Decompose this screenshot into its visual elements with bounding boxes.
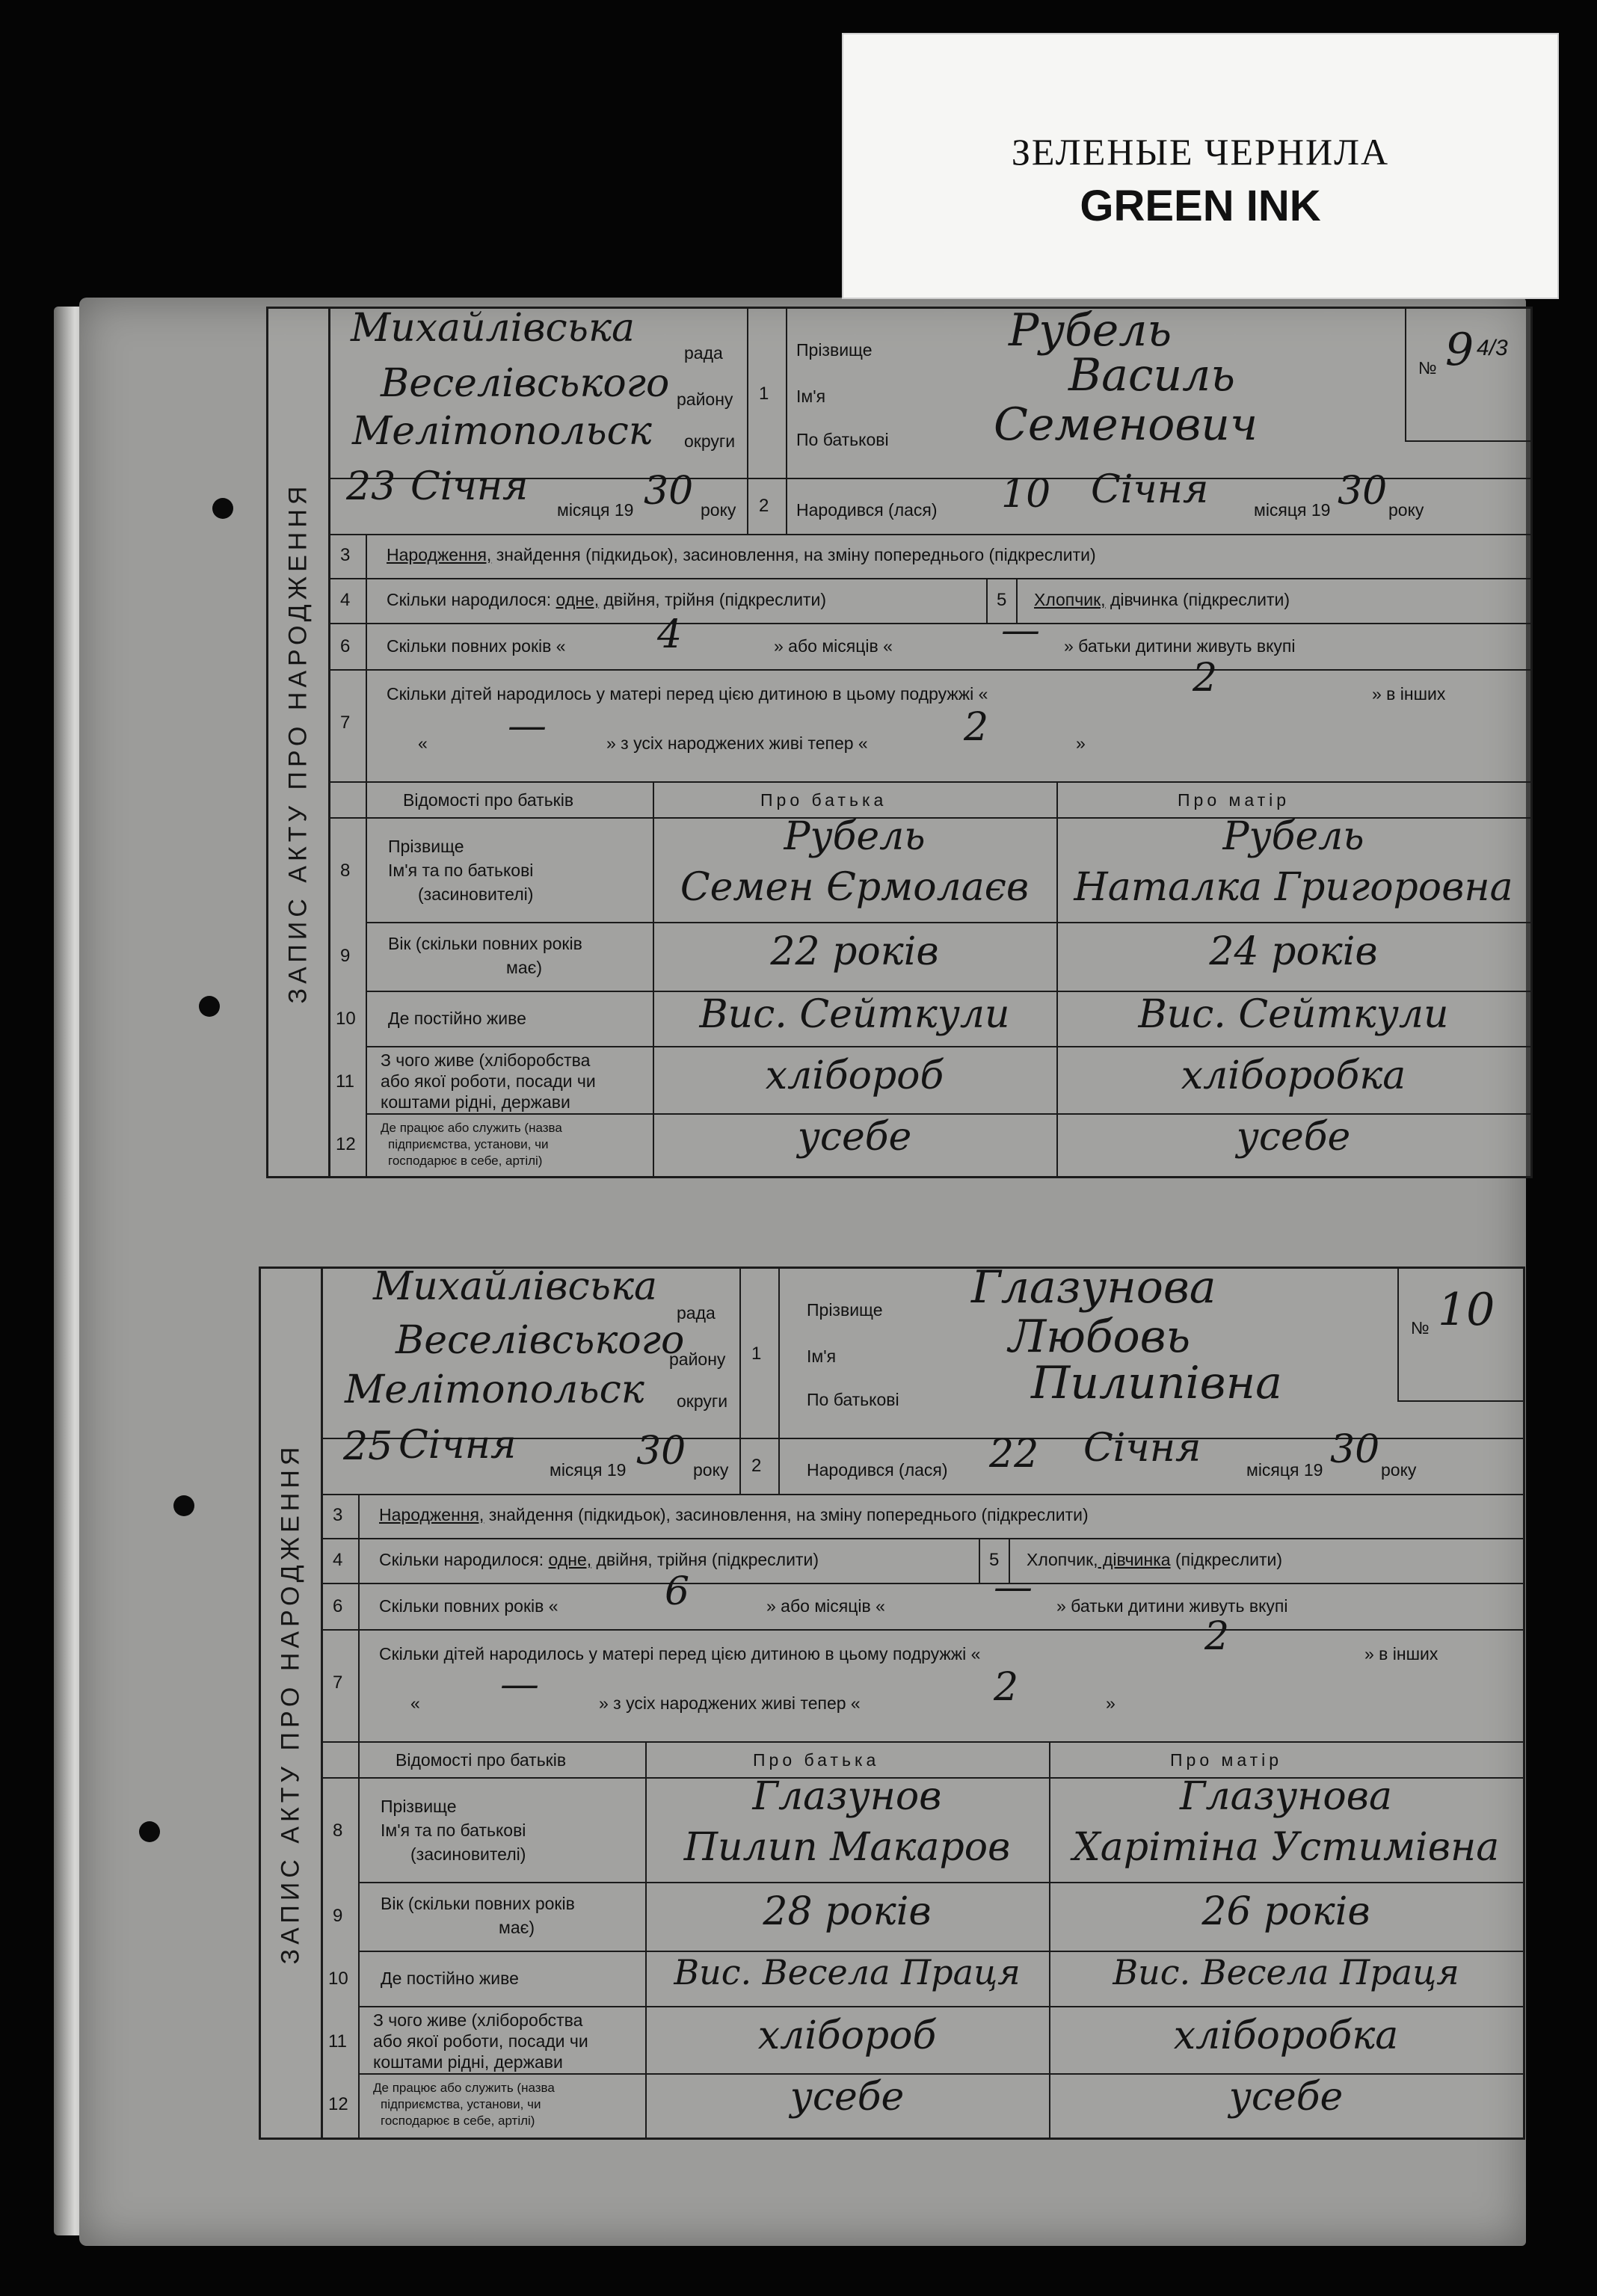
row6-months-label: » або місяців « [766, 1596, 885, 1616]
record-number: 9 [1445, 324, 1474, 376]
r9-label: має) [506, 958, 542, 977]
children-this-marriage: 2 [1204, 1614, 1230, 1659]
year-label: року [693, 1460, 729, 1480]
row5-text: Хлопчик, дівчинка (підкреслити) [1034, 590, 1290, 609]
row4-text: Скільки народилося: одне, двійня, трійня (підкреслити) [379, 1550, 819, 1569]
birth-record-2: ЗАПИС АКТУ ПРО НАРОДЖЕННЯ 1 2 Михайлівська рада Веселівського району Мелітопольск округи 25 Січня місяця 19 30 року Прізвище Глазунова Ім'я Любовь По батькові Пилипівна № 10 Народився (лася) 22 Січня місяця 19 30 року 3 Народження, знайдення (підкидьок), засиновлення, на зміну попереднього (підкреслити) 4 Скільки народилося: одне, двійня, трійня (підкреслити) 5 Хлопчик, дівчинка (підкреслити) 6 Скільки повних років « 6 » або місяців « — » батьки дитини живуть вкупі 7 Скільки дітей народилось у матері перед цією дитиною в цьому подружжі « 2 » в інших « — » з усіх народжених живі тепер « 2 » Відомості про батьків Про батька Про матір 8 Прізвище Ім'я та по батькові (засиновителі) Глазунов Пилип Макаров Глазунова Харітіна Устимівна 9 Вік (скільки повних років має) 28 років 26 років 10 Де постійно живе Вис. Весела Праця Вис. Весела Праця 11 З чого живе (хліборобства або якої роботи, посади чи коштами рідні, держави хлібороб хліборобка 12 Де працює або служить (назва підприємства, установи, чи господарює в себе, артілі) усебе усебе [259, 1267, 1525, 2140]
father-age: 28 років [763, 1889, 932, 1934]
row6-tail: » батьки дитини живуть вкупі [1056, 1596, 1288, 1616]
row5-text: Хлопчик, дівчинка (підкреслити) [1027, 1550, 1283, 1569]
r12-label: Де працює або служить (назва [373, 2081, 555, 2095]
row7-alive-label: » з усіх народжених живі тепер « [599, 1693, 861, 1713]
r11-label: або якої роботи, посади чи [373, 2031, 588, 2051]
r10-label: Де постійно живе [381, 1969, 519, 1988]
okrug-handwritten: Мелітопольск [345, 1367, 644, 1412]
okrug-label: округи [677, 1391, 728, 1411]
born-label: Народився (лася) [807, 1460, 948, 1480]
patronymic-label: По батькові [796, 430, 889, 449]
mother-livelihood: хліборобка [1173, 2013, 1399, 2058]
mother-work: усебе [1228, 2075, 1344, 2120]
months-together: — [994, 1565, 1033, 1610]
children-this-marriage: 2 [1193, 656, 1218, 701]
surname-label: Прізвище [796, 340, 873, 360]
child-name: Любовь [1009, 1311, 1191, 1363]
father-residence: Вис. Сейткули [699, 992, 1010, 1037]
name-label: Ім'я [796, 387, 826, 406]
mother-age: 24 років [1209, 929, 1378, 974]
birth-month: Січня [1091, 467, 1209, 512]
birth-month-year-label: місяця 19 [1246, 1460, 1323, 1480]
children-alive: 2 [964, 705, 989, 750]
row7-close: » [1076, 733, 1086, 753]
r12-label: господарює в себе, артілі) [381, 2114, 535, 2128]
birth-year-label: року [1381, 1460, 1417, 1480]
binder-hole [199, 996, 220, 1017]
r8-label: Ім'я та по батькові [388, 861, 534, 880]
month-year-label: місяця 19 [557, 500, 634, 520]
children-other: — [500, 1662, 539, 1707]
mother-column-header: Про матір [1178, 790, 1290, 810]
birth-year-label: року [1388, 500, 1424, 520]
raion-label: району [669, 1349, 726, 1369]
mother-name: Харітіна Устимівна [1072, 1825, 1500, 1870]
row7-alive-label: » з усіх народжених живі тепер « [606, 733, 868, 753]
birth-record-1: ЗАПИС АКТУ ПРО НАРОДЖЕННЯ 1 2 Михайлівська рада Веселівського району Мелітопольск округи 23 Січня місяця 19 30 року Прізвище Рубель Ім'я Василь По батькові Семенович № 9 4/3 Народився (лася) 10 Січня місяця 19 30 року 3 Народження, знайдення (підкидьок), засиновлення, на зміну попереднього (підкреслити) 4 Скільки народилося: одне, двійня, трійня (підкреслити) 5 Хлопчик, дівчинка (підкреслити) 6 Скільки повних років « 4 » або місяців « — » батьки дитини живуть вкупі 7 Скільки дітей народилось у матері перед цією дитиною в цьому подружжі « 2 » в інших « — » з усіх народжених живі тепер « 2 » Відомості про батьків Про батька Про матір 8 Прізвище Ім'я та по батькові (засиновителі) Рубель Семен Єрмолаєв Рубель Наталка Григоровна 9 Вік (скільки повних років має) 22 років 24 років 10 Де постійно живе Вис. Сейткули Вис. Сейткули 11 З чого живе (хліборобства або якої роботи, посади чи коштами рідні, держави хлібороб хліборобка 12 Де працює або служить (назва підприємства, установи, чи господарює в себе, артілі) усебе усебе [266, 307, 1533, 1178]
r12-label: Де працює або служить (назва [381, 1121, 562, 1135]
number-sign: № [1418, 358, 1437, 378]
mother-surname: Рубель [1222, 814, 1364, 859]
father-column-header: Про батька [760, 790, 887, 810]
birth-day: 10 [1001, 472, 1051, 517]
birth-month-year-label: місяця 19 [1254, 500, 1331, 520]
father-residence: Вис. Весела Праця [674, 1952, 1021, 1992]
r12-label: підприємства, установи, чи [388, 1137, 549, 1151]
row7-quote: « [418, 733, 428, 753]
reg-month: Січня [410, 464, 529, 509]
rada-label: рада [677, 1303, 716, 1323]
rada-handwritten: Михайлівська [373, 1264, 658, 1309]
child-patronymic: Семенович [994, 398, 1258, 451]
born-label: Народився (лася) [796, 500, 938, 520]
birth-day: 22 [989, 1432, 1039, 1477]
okrug-label: округи [684, 431, 736, 451]
r11-label: коштами рідні, держави [381, 1092, 570, 1112]
mother-livelihood: хліборобка [1181, 1053, 1406, 1098]
row7-line1: Скільки дітей народилось у матері перед цією дитиною в цьому подружжі « [379, 1644, 981, 1663]
r12-label: підприємства, установи, чи [381, 2097, 541, 2111]
father-livelihood: хлібороб [757, 2013, 937, 2058]
raion-label: району [677, 390, 733, 409]
r8-label: Прізвище [381, 1797, 457, 1816]
r8-label: Ім'я та по батькові [381, 1821, 526, 1840]
record-number: 10 [1438, 1284, 1495, 1336]
mother-work: усебе [1236, 1115, 1351, 1160]
birth-year: 30 [1330, 1427, 1380, 1472]
binder-hole [173, 1495, 194, 1516]
r11-label: або якої роботи, посади чи [381, 1071, 596, 1091]
row6-tail: » батьки дитини живуть вкупі [1064, 636, 1296, 656]
r8-label: (засиновителі) [418, 884, 534, 904]
reg-day: 23 [346, 464, 396, 509]
mother-surname: Глазунова [1180, 1774, 1392, 1819]
years-together: 4 [657, 612, 683, 657]
birth-year: 30 [1338, 469, 1388, 514]
year-label: року [701, 500, 736, 520]
record-side-title: ЗАПИС АКТУ ПРО НАРОДЖЕННЯ [268, 309, 330, 1176]
parents-header-label: Відомості про батьків [403, 790, 574, 810]
r9-label: має) [499, 1918, 535, 1937]
r8-label: (засиновителі) [410, 1844, 526, 1864]
label-line-russian: ЗЕЛЕНЫЕ ЧЕРНИЛА [1011, 131, 1390, 173]
rada-handwritten: Михайлівська [351, 306, 636, 351]
rada-label: рада [684, 343, 723, 363]
r11-label: З чого живе (хліборобства [381, 1050, 591, 1070]
record-number-extra: 4/3 [1477, 336, 1508, 360]
row7-close: » [1106, 1693, 1116, 1713]
reg-year: 30 [644, 469, 694, 514]
row7-other: » в інших [1364, 1644, 1438, 1663]
row3-text: Народження, знайдення (підкидьок), засиновлення, на зміну попереднього (підкреслити) [379, 1505, 1089, 1524]
reg-month: Січня [399, 1423, 517, 1468]
father-surname: Глазунов [752, 1774, 942, 1819]
mother-age: 26 років [1201, 1889, 1370, 1934]
r9-label: Вік (скільки повних років [381, 1894, 575, 1913]
month-year-label: місяця 19 [550, 1460, 627, 1480]
birth-month: Січня [1083, 1426, 1201, 1471]
r10-label: Де постійно живе [388, 1009, 526, 1028]
father-surname: Рубель [784, 814, 926, 859]
record-side-title: ЗАПИС АКТУ ПРО НАРОДЖЕННЯ [261, 1269, 323, 2138]
mother-column-header: Про матір [1170, 1750, 1283, 1770]
row6-years-label: Скільки повних років « [387, 636, 566, 656]
reg-day: 25 [343, 1424, 393, 1469]
row7-line1: Скільки дітей народилось у матері перед цією дитиною в цьому подружжі « [387, 684, 988, 704]
row6-months-label: » або місяців « [774, 636, 893, 656]
children-other: — [508, 704, 547, 748]
r11-label: коштами рідні, держави [373, 2052, 563, 2072]
row7-quote: « [410, 1693, 420, 1713]
months-together: — [1001, 608, 1040, 653]
father-work: усебе [797, 1115, 912, 1160]
number-sign: № [1411, 1318, 1430, 1338]
row4-text: Скільки народилося: одне, двійня, трійня (підкреслити) [387, 590, 826, 609]
children-alive: 2 [994, 1665, 1019, 1710]
mother-residence: Вис. Сейткули [1138, 992, 1449, 1037]
parents-header-label: Відомості про батьків [396, 1750, 567, 1770]
mother-residence: Вис. Весела Праця [1113, 1952, 1459, 1992]
child-patronymic: Пилипівна [1031, 1357, 1282, 1409]
binder-hole [139, 1821, 160, 1842]
father-name: Пилип Макаров [683, 1825, 1011, 1870]
ink-label-card [842, 33, 1559, 299]
child-name: Василь [1068, 349, 1235, 401]
father-age: 22 років [770, 929, 939, 974]
raion-handwritten: Веселівського [396, 1318, 685, 1363]
years-together: 6 [665, 1569, 690, 1614]
patronymic-label: По батькові [807, 1390, 899, 1409]
okrug-handwritten: Мелітопольск [352, 409, 652, 454]
child-surname: Глазунова [971, 1261, 1216, 1314]
label-line-english: GREEN INK [1080, 182, 1321, 230]
binder-hole [212, 498, 233, 519]
row7-other: » в інших [1372, 684, 1446, 704]
mother-name: Наталка Григоровна [1074, 865, 1513, 910]
r11-label: З чого живе (хліборобства [373, 2010, 583, 2030]
surname-label: Прізвище [807, 1300, 883, 1320]
father-name: Семен Єрмолаєв [680, 865, 1030, 910]
child-surname: Рубель [1009, 304, 1172, 357]
name-label: Ім'я [807, 1346, 837, 1366]
row6-years-label: Скільки повних років « [379, 1596, 559, 1616]
row3-text: Народження, знайдення (підкидьок), засиновлення, на зміну попереднього (підкреслити) [387, 545, 1096, 564]
father-livelihood: хлібороб [765, 1053, 944, 1098]
r8-label: Прізвище [388, 837, 464, 856]
father-work: усебе [790, 2075, 905, 2120]
r12-label: господарює в себе, артілі) [388, 1154, 543, 1168]
r9-label: Вік (скільки повних років [388, 934, 582, 953]
raion-handwritten: Веселівського [381, 361, 670, 406]
reg-year: 30 [636, 1429, 686, 1474]
father-column-header: Про батька [753, 1750, 880, 1770]
